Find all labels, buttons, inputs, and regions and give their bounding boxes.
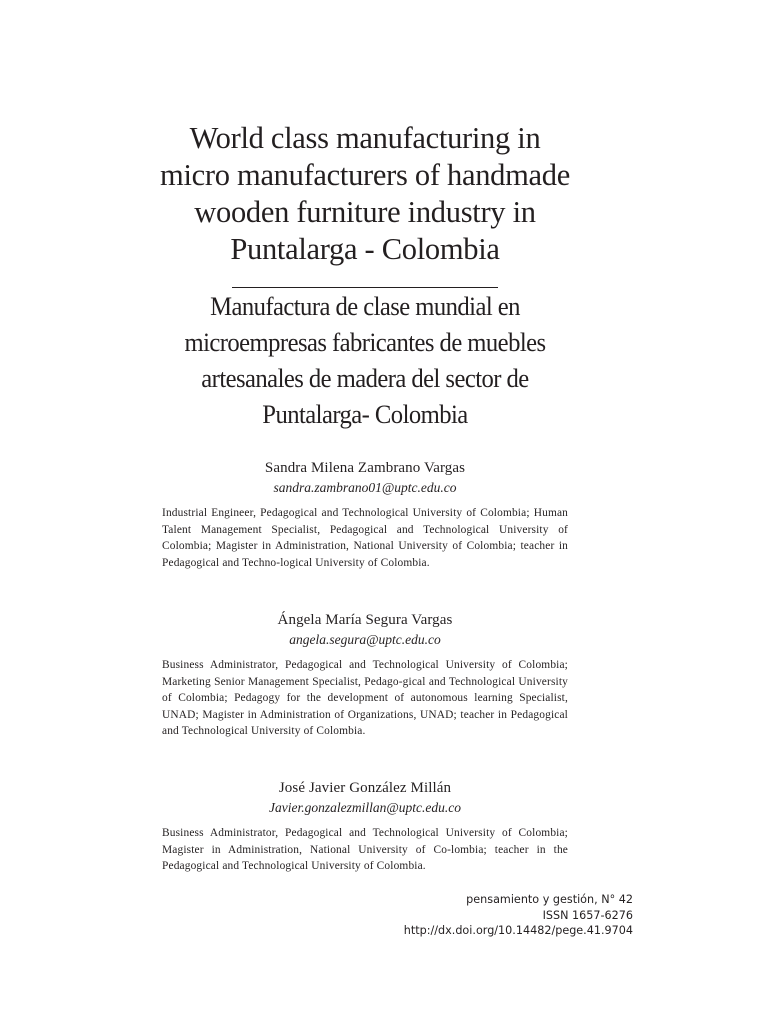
author-email-link[interactable]: angela.segura@uptc.edu.co xyxy=(289,632,441,647)
author-block xyxy=(162,778,568,875)
author-bio: Business Administrator, Pedagogical and Technological University of Colombia; Marketing Senior Management Specialist, Pedago-gical and Technological University of Colombia; Pedagogy for the development of autonomous learning Specialist, UNAD; Magister in Administration of Organizations, UNAD; teacher in Pedagogical and Technological University of Colombia. xyxy=(162,659,568,738)
title-english-line: micro manufacturers of handmade xyxy=(160,158,570,192)
author-block xyxy=(162,610,568,740)
title-spanish-line: Manufactura de clase mundial en xyxy=(210,291,520,321)
title-spanish-line: artesanales de madera del sector de xyxy=(201,363,529,393)
title-english xyxy=(130,120,600,268)
journal-name: pensamiento y gestión, N° 42 xyxy=(466,893,633,906)
journal-doi-link[interactable]: http://dx.doi.org/10.14482/pege.41.9704 xyxy=(403,924,633,937)
title-spanish-line: microempresas fabricantes de muebles xyxy=(184,327,546,357)
author-name: Ángela María Segura Vargas xyxy=(277,612,453,628)
title-spanish xyxy=(130,288,600,432)
title-spanish-line: Puntalarga- Colombia xyxy=(262,399,468,429)
journal-info xyxy=(404,892,633,939)
author-email-link[interactable]: Javier.gonzalezmillan@uptc.edu.co xyxy=(268,800,461,815)
author-bio: Industrial Engineer, Pedagogical and Technological University of Colombia; Human Talent Management Specialist, Pedagogical and Technological University of Colombia; Magister in Administration, National University of Colombia; teacher in Pedagogical and Techno-logical University of Colombia. xyxy=(162,507,568,569)
author-email-link[interactable]: sandra.zambrano01@uptc.edu.co xyxy=(273,480,457,495)
author-name: Sandra Milena Zambrano Vargas xyxy=(264,460,466,476)
author-block xyxy=(162,458,568,571)
author-bio: Business Administrator, Pedagogical and Technological University of Colombia; Magister in Administration, National University of Co-lombia; teacher in the Pedagogical and Technological University of Colombia. xyxy=(162,827,568,873)
author-name: José Javier González Millán xyxy=(278,780,452,796)
title-english-line: World class manufacturing in xyxy=(189,121,541,155)
journal-issn: ISSN 1657-6276 xyxy=(542,908,633,922)
title-english-line: wooden furniture industry in xyxy=(194,195,536,229)
title-english-line: Puntalarga - Colombia xyxy=(230,232,500,266)
